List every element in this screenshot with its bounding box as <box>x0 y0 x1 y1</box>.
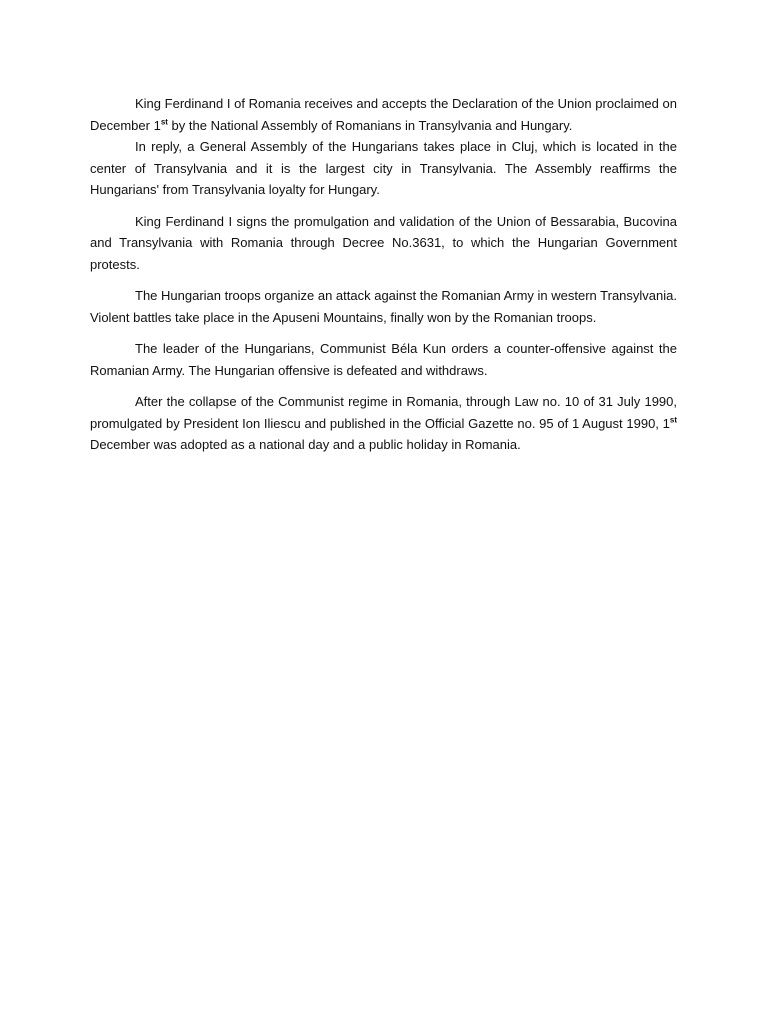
ordinal-superscript: st <box>160 117 168 127</box>
document-body <box>90 93 677 456</box>
paragraph-hungarian-attack: The Hungarian troops organize an attack against the Romanian Army in western Transylvania. Violent battles take place in the Apuseni Mountains, finally won by the Romanian troops. <box>90 288 677 325</box>
paragraph-text: After the collapse of the Communist regime in Romania, through Law no. 10 of 31 July 1990, promulgated by President Ion Iliescu and published in the Official Gazette no. 95 of 1 August 1990, 1 <box>90 394 677 431</box>
paragraph-text: by the National Assembly of Romanians in Transylvania and Hungary. <box>167 117 573 133</box>
paragraph-counter-offensive: The leader of the Hungarians, Communist Béla Kun orders a counter-offensive against the Romanian Army. The Hungarian offensive is defeated and withdraws. <box>90 341 677 378</box>
paragraph-hungarian-assembly: In reply, a General Assembly of the Hungarians takes place in Cluj, which is located in the center of Transylvania and it is the largest city in Transylvania. The Assembly reaffirms the Hungarians' from Transylvania loyalty for Hungary. <box>90 139 677 197</box>
paragraph-decree: King Ferdinand I signs the promulgation and validation of the Union of Bessarabia, Bucovina and Transylvania with Romania through Decree No.3631, to which the Hungarian Government protests. <box>90 213 677 272</box>
paragraph-text: December was adopted as a national day and a public holiday in Romania. <box>90 437 521 452</box>
paragraph-national-day <box>90 391 677 456</box>
ordinal-superscript: st <box>669 415 677 425</box>
paragraph-declaration-of-union <box>90 93 677 136</box>
paragraph-text: King Ferdinand I of Romania receives and accepts the Declaration of the Union proclaimed on December 1 <box>90 96 677 133</box>
